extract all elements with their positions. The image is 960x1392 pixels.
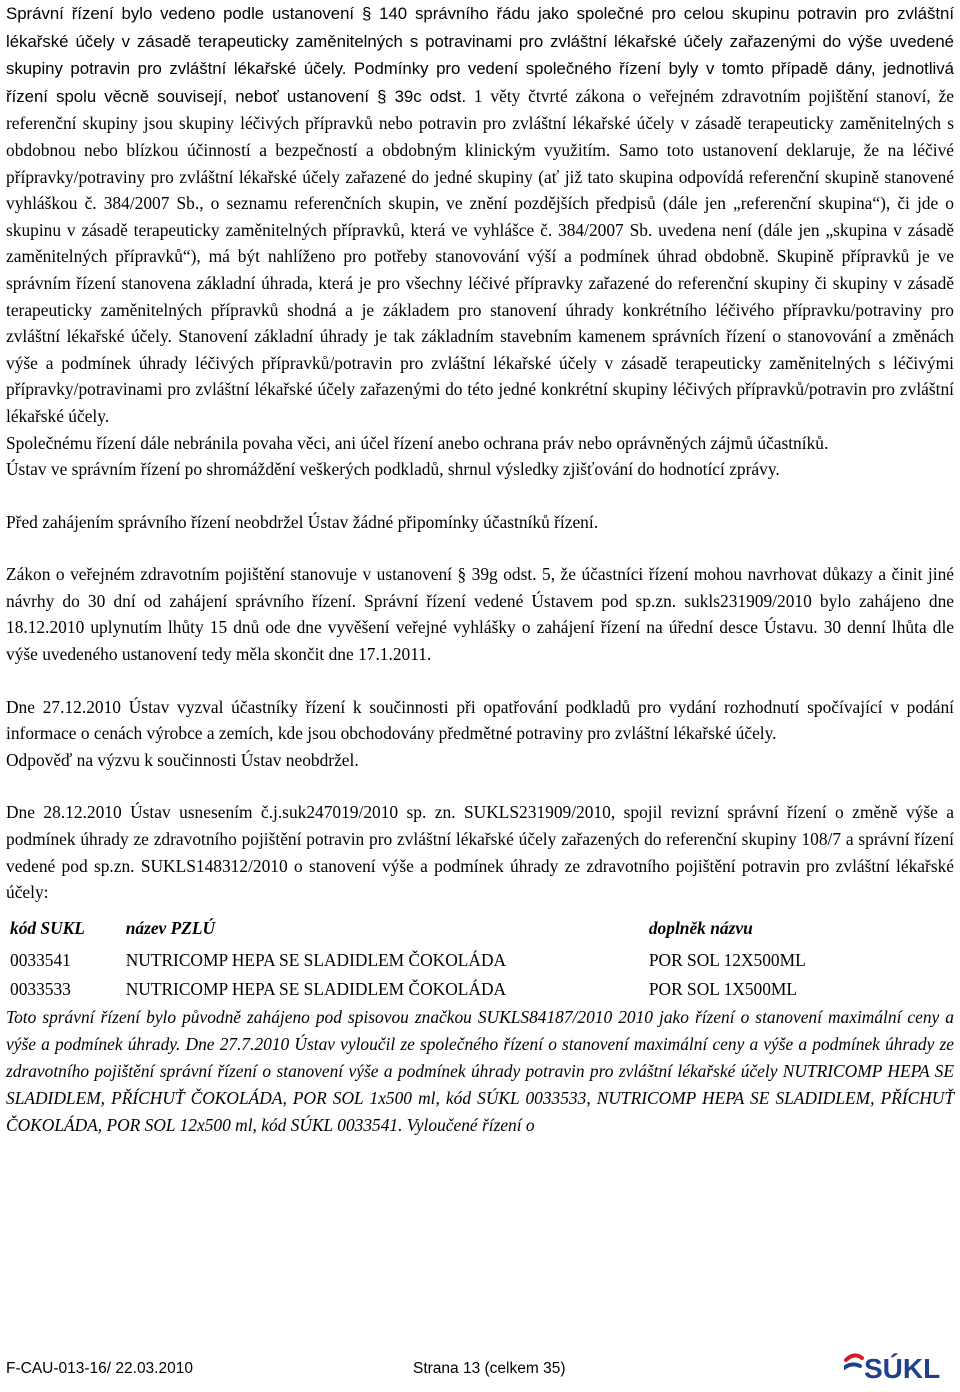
logo-text: SÚKL xyxy=(864,1353,941,1384)
paragraph-joint-proceedings-part2: 1 věty čtvrté zákona o veřejném zdravotním pojištění stanoví, že referenční skupiny jsou skupiny léčivých přípravků nebo potravin pro zvláštní lékařské účely v zásadě terapeuticky zaměnitelných s obdobnou nebo blízkou účinností a bezpečností a obdobným klinickým využitím. Samo toto ustanovení deklaruje, že na léčivé přípravky/potraviny pro zvláštní lékařské účely zařazené do jedné skupiny (ať již tato skupina odpovídá referenční skupině stanovené vyhláškou č. 384/2007 Sb., o seznamu referenčních skupin, ve znění pozdějších předpisů (dále jen „referenční skupina“), či jde o skupinu v zásadě terapeuticky zaměnitelných přípravků, která ve vyhlášce č. 384/2007 Sb. uvedena není (dále jen „skupina v zásadě zaměnitelných přípravků“), má být nahlíženo pro potřeby stanovování výší a podmínek úhrad obdobně. Skupině přípravků je ve správním řízení stanovena základní úhrada, která je pro všechny léčivé přípravky zařazené do referenční skupiny či skupiny v zásadě terapeuticky zaměnitelných přípravků shodná a je základem pro stanovení úhrady konkrétního léčivého přípravku/potraviny pro zvláštní lékařské účely. Stanovení základní úhrady je tak základním stavebním kamenem správních řízení o stanovování a změnách výše a podmínek úhrady léčivých přípravků/potravin pro zvláštní lékařské účely v zásadě terapeuticky zaměnitelných s léčivými přípravky/potravinami pro zvláštní lékařské účely zařazenými do této jedné konkrétní skupiny léčivých přípravků/potravin pro zvláštní lékařské účely. xyxy=(6,85,954,426)
table-row xyxy=(8,975,954,1004)
page-footer xyxy=(6,1352,954,1388)
paragraph-cooperation-request: Dne 27.12.2010 Ústav vyzval účastníky řízení k součinnosti při opatřování podkladů pro vydání rozhodnutí spočívající v podání informace o cenách výrobce a zemích, kde jsou obchodovány předmětné potraviny pro zvláštní lékařské účely. xyxy=(6,696,954,744)
cell-code: 0033541 xyxy=(10,950,71,971)
header-code: kód SUKL xyxy=(10,918,85,939)
cell-code: 0033533 xyxy=(10,979,71,1000)
table-header-row xyxy=(8,914,954,946)
cell-supplement: POR SOL 1X500ML xyxy=(648,979,798,1000)
table-row xyxy=(8,946,954,975)
italic-note: Toto správní řízení bylo původně zahájeno pod spisovou značkou SUKLS84187/2010 2010 jako řízení o stanovení maximální ceny a výše a podmínek úhrady. Dne 27.7.2010 Ústav vyloučil ze společného řízení o stanovení maximální ceny a výše a podmínek úhrady ze zdravotního pojištění správní řízení o stanovení výše a podmínek úhrady potravin pro zvláštní lékařské účely NUTRICOMP HEPA SE SLADIDLEM, PŘÍCHUŤ ČOKOLÁDA, POR SOL 1x500 ml, kód SÚKL 0033533, NUTRICOMP HEPA SE SLADIDLEM, PŘÍCHUŤ ČOKOLÁDA, POR SOL 12x500 ml, kód SÚKL 0033541. Vyloučené řízení o xyxy=(6,1006,954,1135)
cell-name: NUTRICOMP HEPA SE SLADIDLEM ČOKOLÁDA xyxy=(125,950,507,971)
paragraph-no-obstacle: Společnému řízení dále nebránila povaha věci, ani účel řízení anebo ochrana práv nebo oprávněných zájmů účastníků. xyxy=(6,432,829,453)
paragraph-no-comments: Před zahájením správního řízení neobdržel Ústav žádné připomínky účastníků řízení. xyxy=(6,511,599,532)
product-table xyxy=(8,914,954,1004)
paragraph-joint-proceedings-part1: Správní řízení bylo vedeno podle ustanovení § 140 správního řádu jako společné pro celou skupinu potravin pro zvláštní lékařské účely v zásadě terapeuticky zaměnitelných s potravinami pro zvláštní lékařské účely zařazenými do výše uvedené skupiny potravin pro zvláštní lékařské účely. Podmínky pro vedení společného řízení byly v tomto případě dány, jednotlivá řízení spolu věcně souvisejí, neboť ustanovení § 39c odst. xyxy=(6,4,954,106)
paragraph-merged-proceedings: Dne 28.12.2010 Ústav usnesením č.j.suk247019/2010 sp. zn. SUKLS231909/2010, spojil revizní správní řízení o změně výše a podmínek úhrady ze zdravotního pojištění potravin pro zvláštní lékařské účely zařazených do referenční skupiny 108/7 a správní řízení vedené pod sp.zn. SUKLS148312/2010 o stanovení výše a podmínek úhrady ze zdravotního pojištění potravin pro zvláštní lékařské účely: xyxy=(6,802,954,903)
paragraph-deadline: Zákon o veřejném zdravotním pojištění stanovuje v ustanovení § 39g odst. 5, že účastníci řízení mohou navrhovat důkazy a činit jiné návrhy do 30 dní od zahájení správního řízení. Správní řízení vedené Ústavem pod sp.zn. sukls231909/2010 bylo zahájeno dne 18.12.2010 uplynutím lhůty 15 dnů ode dne vyvěšení veřejné vyhlášky o zahájení řízení na úřední desce Ústavu. 30 denní lhůta dle výše uvedeného ustanovení tedy měla skončit dne 17.1.2011. xyxy=(6,564,954,665)
footer-page-number: Strana 13 (celkem 35) xyxy=(413,1360,566,1377)
paragraph-evaluation-report: Ústav ve správním řízení po shromáždění veškerých podkladů, shrnul výsledky zjišťování do hodnotící zprávy. xyxy=(6,459,780,480)
header-name: název PZLÚ xyxy=(125,918,216,939)
document-page xyxy=(6,0,954,1139)
cell-name: NUTRICOMP HEPA SE SLADIDLEM ČOKOLÁDA xyxy=(125,979,507,1000)
paragraph-no-response: Odpověď na výzvu k součinnosti Ústav neobdržel. xyxy=(6,749,359,770)
header-supplement: doplněk názvu xyxy=(648,918,753,939)
footer-doc-code: F-CAU-013-16/ 22.03.2010 xyxy=(6,1360,193,1377)
paragraph-joint-proceedings xyxy=(6,0,954,430)
sukl-logo xyxy=(844,1352,954,1386)
cell-supplement: POR SOL 12X500ML xyxy=(648,950,806,971)
